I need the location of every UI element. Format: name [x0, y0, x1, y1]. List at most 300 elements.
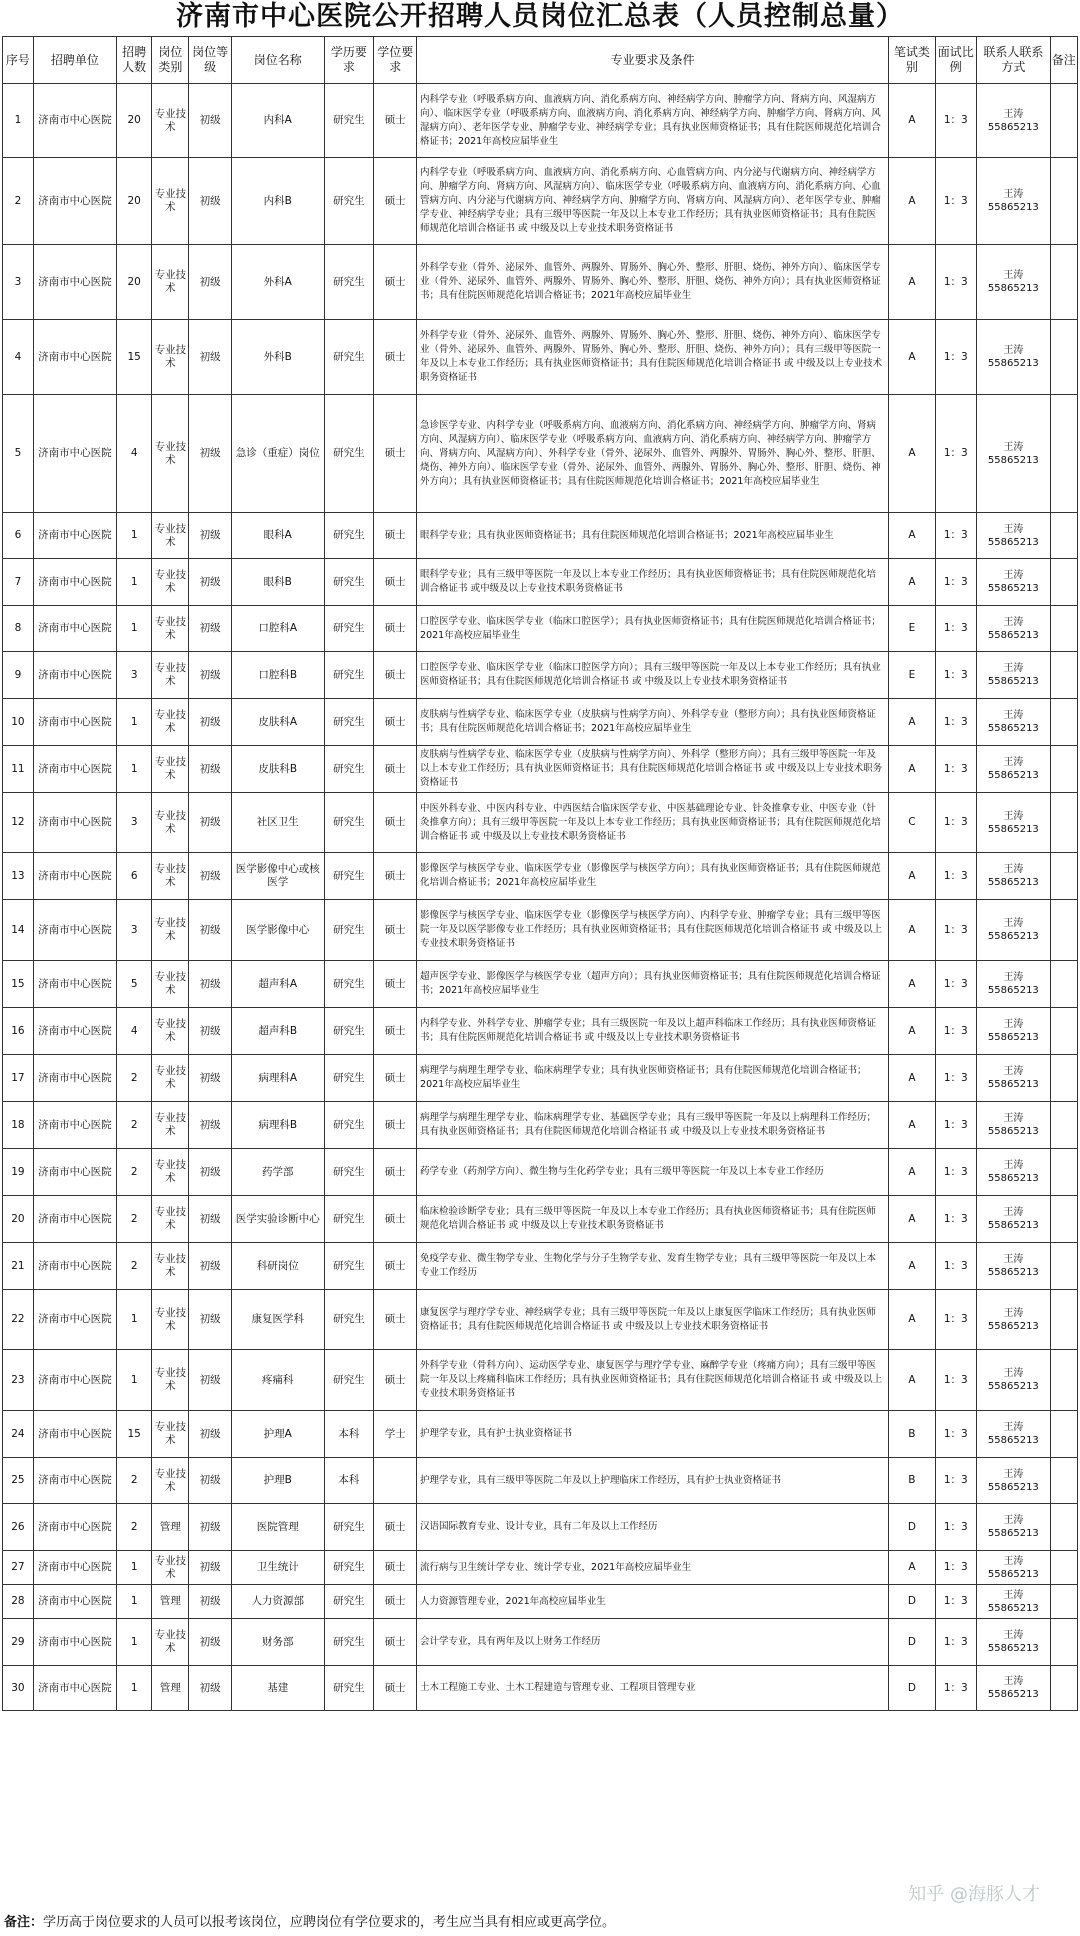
- cell-count: 3: [116, 652, 152, 699]
- cell-education: 研究生: [324, 1504, 374, 1551]
- cell-contact: 王涛 55865213: [977, 606, 1051, 652]
- table-row: [3, 652, 1078, 699]
- cell-exam: A: [889, 1102, 935, 1149]
- cell-remark: [1050, 652, 1077, 699]
- cell-category: 专业技术: [152, 245, 189, 320]
- cell-category: 管理: [152, 1585, 189, 1619]
- cell-level: 初级: [189, 84, 232, 158]
- cell-education: 研究生: [324, 158, 374, 245]
- cell-contact: 王涛 55865213: [977, 1055, 1051, 1102]
- cell-level: 初级: [189, 1196, 232, 1243]
- cell-level: 初级: [189, 1458, 232, 1504]
- cell-no: 26: [3, 1504, 34, 1551]
- cell-level: 初级: [189, 1619, 232, 1666]
- cell-education: 研究生: [324, 1243, 374, 1290]
- cell-no: 1: [3, 84, 34, 158]
- cell-remark: [1050, 320, 1077, 395]
- cell-no: 19: [3, 1149, 34, 1196]
- cell-no: 9: [3, 652, 34, 699]
- cell-requirements: 人力资源管理专业，2021年高校应届毕业生: [417, 1585, 889, 1619]
- cell-no: 30: [3, 1666, 34, 1711]
- cell-requirements: 中医外科专业、中医内科专业、中西医结合临床医学专业、中医基础理论专业、针灸推拿专业、中医专业（针灸推拿方向）；具有三级甲等医院一年及以上本专业工作经历；具有执业医师资格证书；具有住院医师规范化培训合格证书 或 中级及以上专业技术职务资格证书: [417, 793, 889, 853]
- cell-no: 21: [3, 1243, 34, 1290]
- cell-requirements: 药学专业（药剂学方向）、微生物与生化药学专业；具有三级甲等医院一年及以上本专业工作经历: [417, 1149, 889, 1196]
- cell-category: 专业技术: [152, 1619, 189, 1666]
- cell-requirements: 内科学专业、外科学专业、肿瘤学专业；具有三级医院一年及以上超声科临床工作经历；具有执业医师资格证书；具有住院医师规范化培训合格证书 或 中级及以上专业技术职务资格证书: [417, 1008, 889, 1055]
- cell-remark: [1050, 1350, 1077, 1411]
- cell-degree: 硕士: [374, 853, 417, 900]
- cell-unit: 济南市中心医院: [33, 1102, 116, 1149]
- cell-contact: 王涛 55865213: [977, 1290, 1051, 1350]
- cell-ratio: 1：3: [935, 1102, 977, 1149]
- cell-count: 1: [116, 1290, 152, 1350]
- cell-exam: E: [889, 652, 935, 699]
- cell-education: 研究生: [324, 1350, 374, 1411]
- cell-contact: 王涛 55865213: [977, 1350, 1051, 1411]
- cell-unit: 济南市中心医院: [33, 559, 116, 606]
- cell-category: 专业技术: [152, 1149, 189, 1196]
- table-row: [3, 1619, 1078, 1666]
- cell-requirements: 临床检验诊断学专业；具有三级甲等医院一年及以上本专业工作经历；具有执业医师资格证书；具有住院医师规范化培训合格证书 或 中级及以上专业技术职务资格证书: [417, 1196, 889, 1243]
- cell-category: 专业技术: [152, 395, 189, 513]
- cell-exam: A: [889, 1149, 935, 1196]
- cell-degree: 学士: [374, 1411, 417, 1458]
- cell-level: 初级: [189, 1504, 232, 1551]
- cell-level: 初级: [189, 746, 232, 793]
- cell-remark: [1050, 1551, 1077, 1585]
- cell-ratio: 1：3: [935, 961, 977, 1008]
- cell-unit: 济南市中心医院: [33, 84, 116, 158]
- table-body: [3, 84, 1078, 1711]
- cell-category: 专业技术: [152, 559, 189, 606]
- cell-remark: [1050, 513, 1077, 559]
- cell-ratio: 1：3: [935, 1411, 977, 1458]
- cell-exam: A: [889, 1290, 935, 1350]
- cell-exam: A: [889, 900, 935, 961]
- cell-ratio: 1：3: [935, 1458, 977, 1504]
- cell-level: 初级: [189, 1008, 232, 1055]
- cell-position: 医学影像中心: [231, 900, 324, 961]
- cell-degree: 硕士: [374, 1666, 417, 1711]
- cell-remark: [1050, 1149, 1077, 1196]
- cell-no: 29: [3, 1619, 34, 1666]
- cell-category: 专业技术: [152, 320, 189, 395]
- cell-remark: [1050, 1243, 1077, 1290]
- cell-requirements: 汉语国际教育专业、设计专业，具有二年及以上工作经历: [417, 1504, 889, 1551]
- table-row: [3, 320, 1078, 395]
- cell-remark: [1050, 1666, 1077, 1711]
- cell-ratio: 1：3: [935, 652, 977, 699]
- cell-ratio: 1：3: [935, 559, 977, 606]
- cell-ratio: 1：3: [935, 699, 977, 746]
- cell-remark: [1050, 853, 1077, 900]
- cell-position: 外科A: [231, 245, 324, 320]
- cell-exam: D: [889, 1666, 935, 1711]
- cell-contact: 王涛 55865213: [977, 395, 1051, 513]
- cell-count: 1: [116, 746, 152, 793]
- cell-exam: A: [889, 1350, 935, 1411]
- cell-unit: 济南市中心医院: [33, 1243, 116, 1290]
- cell-exam: A: [889, 961, 935, 1008]
- cell-requirements: 外科学专业（骨科方向）、运动医学专业、康复医学与理疗学专业、麻醉学专业（疼痛方向）；具有三级甲等医院一年及以上疼痛科临床工作经历；具有执业医师资格证书；具有住院医师规范化培训合格证书 或 中级及以上专业技术职务资格证书: [417, 1350, 889, 1411]
- cell-count: 1: [116, 559, 152, 606]
- table-row: [3, 1008, 1078, 1055]
- cell-remark: [1050, 699, 1077, 746]
- cell-ratio: 1：3: [935, 1666, 977, 1711]
- cell-education: 研究生: [324, 606, 374, 652]
- cell-requirements: 土木工程施工专业、土木工程建造与管理专业、工程项目管理专业: [417, 1666, 889, 1711]
- table-row: [3, 1458, 1078, 1504]
- cell-position: 内科A: [231, 84, 324, 158]
- cell-ratio: 1：3: [935, 853, 977, 900]
- cell-requirements: 影像医学与核医学专业、临床医学专业（影像医学与核医学方向）；具有执业医师资格证书；具有住院医师规范化培训合格证书；2021年高校应届毕业生: [417, 853, 889, 900]
- cell-remark: [1050, 1008, 1077, 1055]
- cell-exam: A: [889, 245, 935, 320]
- cell-degree: 硕士: [374, 1243, 417, 1290]
- cell-contact: 王涛 55865213: [977, 746, 1051, 793]
- cell-position: 皮肤科A: [231, 699, 324, 746]
- header-requirements: 专业要求及条件: [417, 37, 889, 84]
- cell-education: 研究生: [324, 900, 374, 961]
- cell-exam: D: [889, 1504, 935, 1551]
- cell-count: 4: [116, 395, 152, 513]
- cell-count: 2: [116, 1196, 152, 1243]
- cell-remark: [1050, 1504, 1077, 1551]
- cell-education: 研究生: [324, 1055, 374, 1102]
- cell-count: 4: [116, 1008, 152, 1055]
- cell-level: 初级: [189, 652, 232, 699]
- cell-degree: 硕士: [374, 793, 417, 853]
- cell-category: 管理: [152, 1504, 189, 1551]
- cell-contact: 王涛 55865213: [977, 1243, 1051, 1290]
- cell-unit: 济南市中心医院: [33, 793, 116, 853]
- cell-remark: [1050, 746, 1077, 793]
- cell-category: 专业技术: [152, 652, 189, 699]
- cell-exam: A: [889, 1551, 935, 1585]
- table-row: [3, 245, 1078, 320]
- cell-education: 研究生: [324, 652, 374, 699]
- cell-degree: 硕士: [374, 245, 417, 320]
- cell-requirements: 护理学专业，具有三级甲等医院二年及以上护理临床工作经历，具有护士执业资格证书: [417, 1458, 889, 1504]
- header-remark: 备注: [1050, 37, 1077, 84]
- table-row: [3, 559, 1078, 606]
- cell-degree: 硕士: [374, 1055, 417, 1102]
- cell-requirements: 护理学专业，具有护士执业资格证书: [417, 1411, 889, 1458]
- table-row: [3, 1102, 1078, 1149]
- cell-ratio: 1：3: [935, 606, 977, 652]
- cell-count: 1: [116, 699, 152, 746]
- cell-ratio: 1：3: [935, 245, 977, 320]
- cell-exam: A: [889, 746, 935, 793]
- cell-education: 研究生: [324, 559, 374, 606]
- cell-position: 医院管理: [231, 1504, 324, 1551]
- cell-exam: A: [889, 395, 935, 513]
- cell-education: 研究生: [324, 320, 374, 395]
- cell-unit: 济南市中心医院: [33, 853, 116, 900]
- cell-position: 财务部: [231, 1619, 324, 1666]
- cell-contact: 王涛 55865213: [977, 1504, 1051, 1551]
- cell-degree: 硕士: [374, 900, 417, 961]
- cell-position: 疼痛科: [231, 1350, 324, 1411]
- cell-position: 康复医学科: [231, 1290, 324, 1350]
- cell-ratio: 1：3: [935, 1551, 977, 1585]
- cell-no: 15: [3, 961, 34, 1008]
- cell-exam: D: [889, 1585, 935, 1619]
- cell-count: 1: [116, 1551, 152, 1585]
- cell-count: 6: [116, 853, 152, 900]
- cell-ratio: 1：3: [935, 1055, 977, 1102]
- cell-degree: 硕士: [374, 1504, 417, 1551]
- cell-count: 15: [116, 1411, 152, 1458]
- cell-degree: 硕士: [374, 961, 417, 1008]
- cell-category: 专业技术: [152, 1055, 189, 1102]
- cell-requirements: 急诊医学专业、内科学专业（呼吸系病方向、血液病方向、消化系病方向、神经病学方向、肿瘤学方向、肾病方向、风湿病方向）、临床医学专业（呼吸系病方向、血液病方向、消化系病方向、神经病学方向、肿瘤学方向、肾病方向、风湿病方向）、外科学专业（骨外、泌尿外、血管外、两腺外、胃肠外、胸心外、整形、肝胆、烧伤、神外方向）、临床医学专业（骨外、泌尿外、血管外、两腺外、胃肠外、胸心外、整形、肝胆、烧伤、神外方向）；具有执业医师资格证书；具有住院医师规范化培训合格证书；2021年高校应届毕业生: [417, 395, 889, 513]
- cell-education: 研究生: [324, 84, 374, 158]
- cell-education: 研究生: [324, 1551, 374, 1585]
- cell-ratio: 1：3: [935, 513, 977, 559]
- cell-requirements: 会计学专业，具有两年及以上财务工作经历: [417, 1619, 889, 1666]
- cell-category: 专业技术: [152, 606, 189, 652]
- cell-ratio: 1：3: [935, 1290, 977, 1350]
- table-row: [3, 513, 1078, 559]
- cell-remark: [1050, 559, 1077, 606]
- cell-degree: 硕士: [374, 746, 417, 793]
- cell-category: 专业技术: [152, 84, 189, 158]
- header-category: 岗位类别: [152, 37, 189, 84]
- cell-no: 16: [3, 1008, 34, 1055]
- cell-position: 社区卫生: [231, 793, 324, 853]
- cell-position: 护理B: [231, 1458, 324, 1504]
- table-row: [3, 961, 1078, 1008]
- cell-exam: A: [889, 320, 935, 395]
- table-row: [3, 1243, 1078, 1290]
- cell-exam: A: [889, 1196, 935, 1243]
- cell-no: 5: [3, 395, 34, 513]
- cell-level: 初级: [189, 793, 232, 853]
- cell-education: 研究生: [324, 1149, 374, 1196]
- cell-level: 初级: [189, 1102, 232, 1149]
- cell-ratio: 1：3: [935, 395, 977, 513]
- cell-count: 1: [116, 513, 152, 559]
- cell-ratio: 1：3: [935, 1585, 977, 1619]
- cell-requirements: 口腔医学专业、临床医学专业（临床口腔医学方向）；具有三级甲等医院一年及以上本专业工作经历；具有执业医师资格证书；具有住院医师规范化培训合格证书 或 中级及以上专业技术职务资格证书: [417, 652, 889, 699]
- cell-no: 2: [3, 158, 34, 245]
- cell-exam: A: [889, 1243, 935, 1290]
- cell-position: 人力资源部: [231, 1585, 324, 1619]
- cell-position: 眼科B: [231, 559, 324, 606]
- cell-requirements: 内科学专业（呼吸系病方向、血液病方向、消化系病方向、神经病学方向、肿瘤学方向、肾病方向、风湿病方向）、临床医学专业（呼吸系病方向、血液病方向、消化系病方向、神经病学方向、肿瘤学方向、肾病方向、风湿病方向）、老年医学专业、肿瘤学专业、神经病学专业；具有执业医师资格证书；具有住院医师规范化培训合格证书；2021年高校应届毕业生: [417, 84, 889, 158]
- cell-position: 超声科B: [231, 1008, 324, 1055]
- cell-contact: 王涛 55865213: [977, 853, 1051, 900]
- footnote-label: 备注：: [4, 1915, 44, 1930]
- cell-contact: 王涛 55865213: [977, 245, 1051, 320]
- cell-category: 专业技术: [152, 900, 189, 961]
- cell-count: 20: [116, 84, 152, 158]
- table-row: [3, 1504, 1078, 1551]
- cell-unit: 济南市中心医院: [33, 1008, 116, 1055]
- table-row: [3, 853, 1078, 900]
- cell-degree: 硕士: [374, 606, 417, 652]
- cell-category: 专业技术: [152, 1458, 189, 1504]
- cell-education: 研究生: [324, 1619, 374, 1666]
- cell-requirements: 免疫学专业、微生物学专业、生物化学与分子生物学专业、发育生物学专业；具有三级甲等医院一年及以上本专业工作经历: [417, 1243, 889, 1290]
- cell-position: 口腔科A: [231, 606, 324, 652]
- positions-table: [2, 36, 1078, 1711]
- header-degree: 学位要求: [374, 37, 417, 84]
- cell-no: 11: [3, 746, 34, 793]
- cell-education: 研究生: [324, 1196, 374, 1243]
- cell-no: 22: [3, 1290, 34, 1350]
- cell-contact: 王涛 55865213: [977, 961, 1051, 1008]
- cell-requirements: 病理学与病理生理学专业、临床病理学专业、基础医学专业；具有三级甲等医院一年及以上病理科工作经历；具有执业医师资格证书；具有住院医师规范化培训合格证书 或 中级及以上专业技术职务资格证书: [417, 1102, 889, 1149]
- table-row: [3, 1585, 1078, 1619]
- header-contact: 联系人联系方式: [977, 37, 1051, 84]
- cell-exam: A: [889, 513, 935, 559]
- cell-remark: [1050, 961, 1077, 1008]
- cell-unit: 济南市中心医院: [33, 1196, 116, 1243]
- cell-contact: 王涛 55865213: [977, 320, 1051, 395]
- cell-category: 专业技术: [152, 746, 189, 793]
- cell-exam: D: [889, 1619, 935, 1666]
- cell-contact: 王涛 55865213: [977, 1008, 1051, 1055]
- cell-education: 研究生: [324, 1290, 374, 1350]
- cell-position: 病理科A: [231, 1055, 324, 1102]
- cell-requirements: 外科学专业（骨外、泌尿外、血管外、两腺外、胃肠外、胸心外、整形、肝胆、烧伤、神外方向）、临床医学专业（骨外、泌尿外、血管外、两腺外、胃肠外、胸心外、整形、肝胆、烧伤、神外方向）；具有三级甲等医院一年及以上本专业工作经历；具有执业医师资格证书；具有住院医师规范化培训合格证书 或 中级及以上专业技术职务资格证书: [417, 320, 889, 395]
- cell-education: 研究生: [324, 513, 374, 559]
- footnote: [4, 1913, 1076, 1933]
- cell-exam: A: [889, 559, 935, 606]
- cell-count: 20: [116, 245, 152, 320]
- table-row: [3, 1055, 1078, 1102]
- cell-remark: [1050, 1055, 1077, 1102]
- cell-category: 专业技术: [152, 1411, 189, 1458]
- cell-level: 初级: [189, 1666, 232, 1711]
- cell-education: 研究生: [324, 699, 374, 746]
- watermark: 知乎 @海豚人才: [908, 1884, 1040, 1905]
- cell-ratio: 1：3: [935, 1504, 977, 1551]
- cell-category: 专业技术: [152, 513, 189, 559]
- cell-degree: 硕士: [374, 1149, 417, 1196]
- cell-remark: [1050, 245, 1077, 320]
- cell-ratio: 1：3: [935, 1149, 977, 1196]
- table-row: [3, 158, 1078, 245]
- cell-requirements: 皮肤病与性病学专业、临床医学专业（皮肤病与性病学方向）、外科学专业（整形方向）；具有执业医师资格证书；具有住院医师规范化培训合格证书；2021年高校应届毕业生: [417, 699, 889, 746]
- cell-unit: 济南市中心医院: [33, 1290, 116, 1350]
- table-row: [3, 1196, 1078, 1243]
- cell-requirements: 流行病与卫生统计学专业、统计学专业，2021年高校应届毕业生: [417, 1551, 889, 1585]
- cell-contact: 王涛 55865213: [977, 559, 1051, 606]
- cell-contact: 王涛 55865213: [977, 900, 1051, 961]
- cell-remark: [1050, 1196, 1077, 1243]
- cell-position: 护理A: [231, 1411, 324, 1458]
- cell-no: 20: [3, 1196, 34, 1243]
- cell-category: 专业技术: [152, 699, 189, 746]
- cell-position: 超声科A: [231, 961, 324, 1008]
- cell-degree: 硕士: [374, 1551, 417, 1585]
- cell-education: 研究生: [324, 1666, 374, 1711]
- header-count: 招聘人数: [116, 37, 152, 84]
- cell-unit: 济南市中心医院: [33, 1055, 116, 1102]
- cell-exam: A: [889, 853, 935, 900]
- cell-ratio: 1：3: [935, 1008, 977, 1055]
- cell-degree: 硕士: [374, 1350, 417, 1411]
- cell-unit: 济南市中心医院: [33, 1504, 116, 1551]
- cell-position: 医学实验诊断中心: [231, 1196, 324, 1243]
- cell-unit: 济南市中心医院: [33, 746, 116, 793]
- cell-count: 2: [116, 1149, 152, 1196]
- cell-level: 初级: [189, 320, 232, 395]
- cell-level: 初级: [189, 513, 232, 559]
- cell-requirements: 外科学专业（骨外、泌尿外、血管外、两腺外、胃肠外、胸心外、整形、肝胆、烧伤、神外方向）、临床医学专业（骨外、泌尿外、血管外、两腺外、胃肠外、胸心外、整形、肝胆、烧伤、神外方向）；具有执业医师资格证书；具有住院医师规范化培训合格证书；2021年高校应届毕业生: [417, 245, 889, 320]
- cell-position: 外科B: [231, 320, 324, 395]
- cell-contact: 王涛 55865213: [977, 1149, 1051, 1196]
- cell-count: 3: [116, 900, 152, 961]
- cell-unit: 济南市中心医院: [33, 158, 116, 245]
- cell-no: 27: [3, 1551, 34, 1585]
- cell-degree: [374, 1458, 417, 1504]
- cell-requirements: 超声医学专业、影像医学与核医学专业（超声方向）；具有执业医师资格证书；具有住院医师规范化培训合格证书；2021年高校应届毕业生: [417, 961, 889, 1008]
- cell-count: 2: [116, 1055, 152, 1102]
- cell-contact: 王涛 55865213: [977, 1666, 1051, 1711]
- cell-requirements: 眼科学专业；具有三级甲等医院一年及以上本专业工作经历；具有执业医师资格证书；具有住院医师规范化培训合格证书 或中级及以上专业技术职务资格证书: [417, 559, 889, 606]
- cell-unit: 济南市中心医院: [33, 1619, 116, 1666]
- cell-contact: 王涛 55865213: [977, 158, 1051, 245]
- cell-unit: 济南市中心医院: [33, 1585, 116, 1619]
- cell-no: 7: [3, 559, 34, 606]
- cell-level: 初级: [189, 1411, 232, 1458]
- cell-level: 初级: [189, 900, 232, 961]
- header-education: 学历要求: [324, 37, 374, 84]
- cell-remark: [1050, 84, 1077, 158]
- cell-no: 28: [3, 1585, 34, 1619]
- table-row: [3, 793, 1078, 853]
- cell-remark: [1050, 395, 1077, 513]
- cell-level: 初级: [189, 699, 232, 746]
- cell-level: 初级: [189, 1551, 232, 1585]
- cell-count: 2: [116, 1504, 152, 1551]
- cell-position: 卫生统计: [231, 1551, 324, 1585]
- cell-exam: B: [889, 1411, 935, 1458]
- cell-count: 1: [116, 606, 152, 652]
- cell-level: 初级: [189, 853, 232, 900]
- cell-position: 内科B: [231, 158, 324, 245]
- table-row: [3, 699, 1078, 746]
- cell-degree: 硕士: [374, 84, 417, 158]
- cell-requirements: 康复医学与理疗学专业、神经病学专业；具有三级甲等医院一年及以上康复医学临床工作经历；具有执业医师资格证书；具有住院医师规范化培训合格证书 或 中级及以上专业技术职务资格证书: [417, 1290, 889, 1350]
- cell-unit: 济南市中心医院: [33, 1458, 116, 1504]
- cell-exam: E: [889, 606, 935, 652]
- header-exam: 笔试类别: [889, 37, 935, 84]
- cell-contact: 王涛 55865213: [977, 699, 1051, 746]
- cell-count: 1: [116, 1585, 152, 1619]
- cell-category: 专业技术: [152, 1102, 189, 1149]
- cell-education: 本科: [324, 1411, 374, 1458]
- cell-no: 3: [3, 245, 34, 320]
- cell-contact: 王涛 55865213: [977, 652, 1051, 699]
- cell-level: 初级: [189, 395, 232, 513]
- cell-degree: 硕士: [374, 395, 417, 513]
- footnote-text: 学历高于岗位要求的人员可以报考该岗位，应聘岗位有学位要求的，考生应当具有相应或更高学位。: [43, 1915, 616, 1930]
- cell-count: 2: [116, 1243, 152, 1290]
- table-row: [3, 1149, 1078, 1196]
- cell-count: 1: [116, 1666, 152, 1711]
- cell-position: 口腔科B: [231, 652, 324, 699]
- cell-requirements: 口腔医学专业、临床医学专业（临床口腔医学）；具有执业医师资格证书；具有住院医师规范化培训合格证书；2021年高校应届毕业生: [417, 606, 889, 652]
- cell-unit: 济南市中心医院: [33, 395, 116, 513]
- cell-no: 18: [3, 1102, 34, 1149]
- cell-degree: 硕士: [374, 652, 417, 699]
- cell-degree: 硕士: [374, 1585, 417, 1619]
